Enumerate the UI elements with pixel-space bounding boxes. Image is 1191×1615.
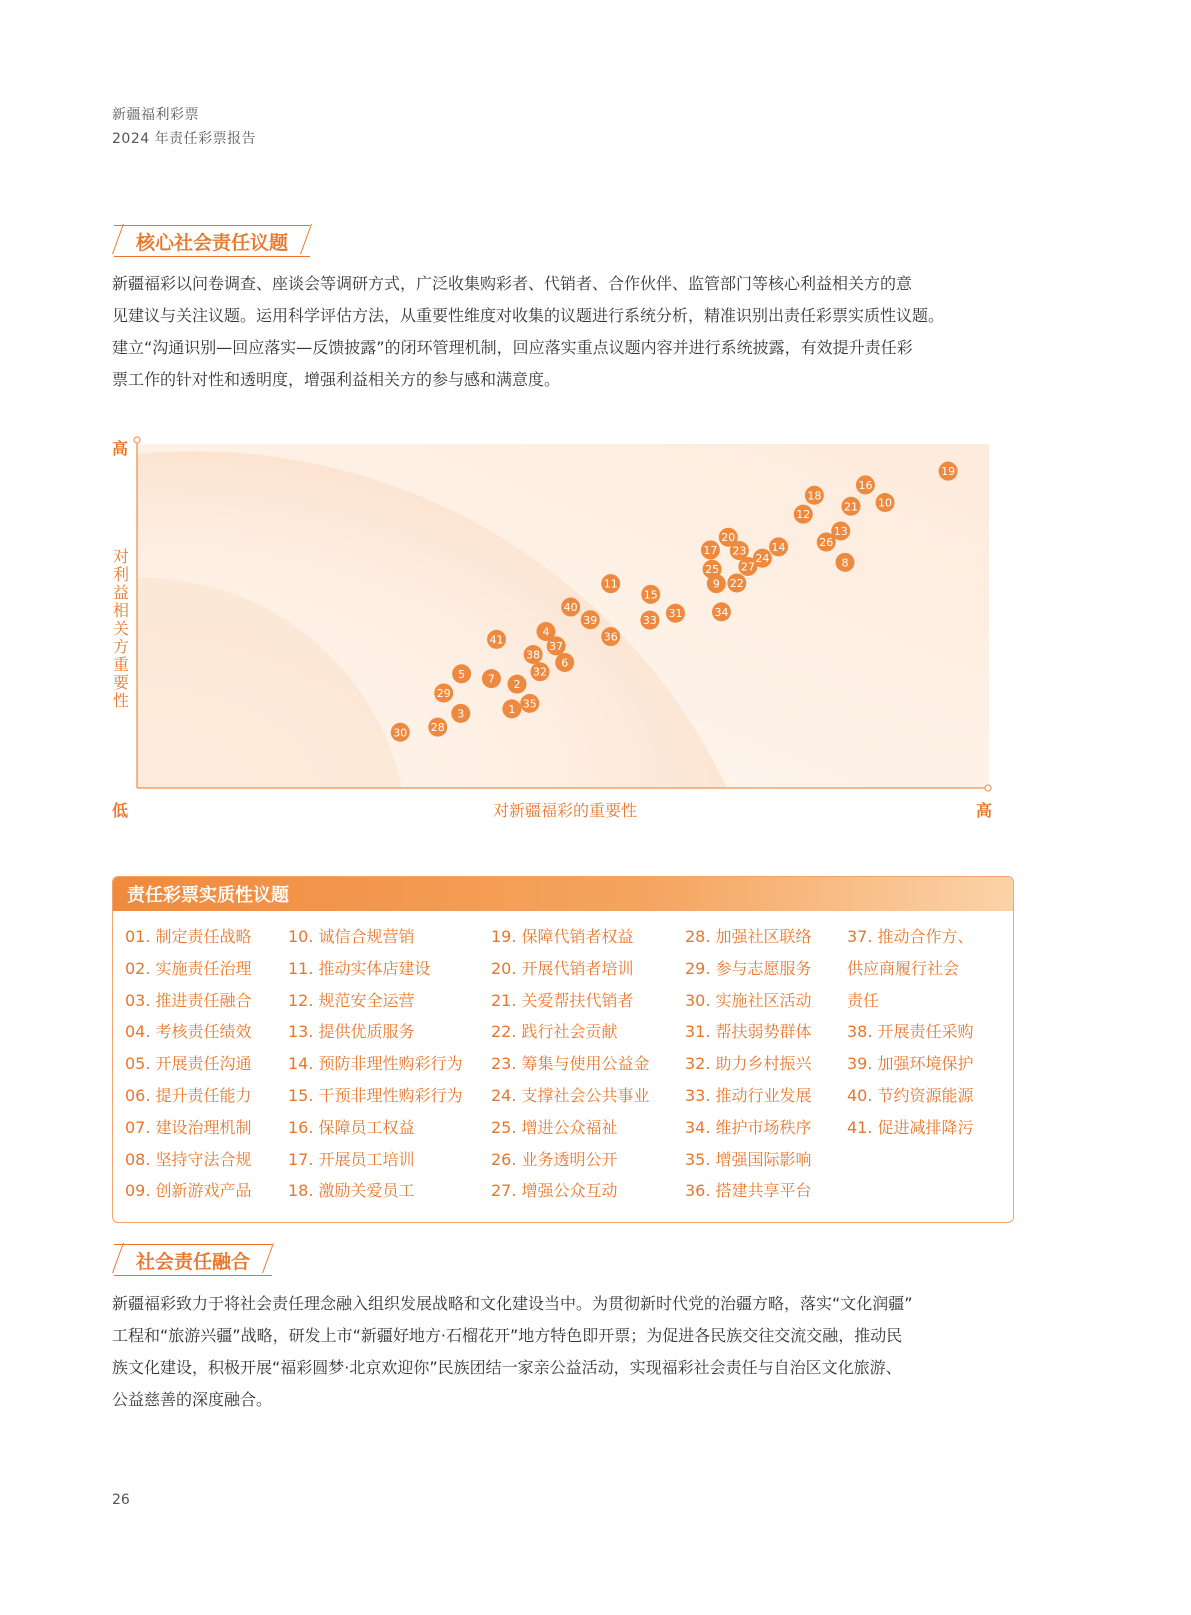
issue-item: 25. 增进公众福祉 (491, 1117, 618, 1137)
issue-item: 13. 提供优质服务 (288, 1022, 415, 1042)
section2-title: 社会责任融合 (114, 1244, 272, 1276)
issue-item: 24. 支撑社会公共事业 (491, 1085, 650, 1105)
point-14 (769, 537, 788, 556)
point-11 (601, 574, 620, 593)
point-label: 10 (878, 496, 893, 510)
issue-item: 34. 维护市场秩序 (685, 1117, 812, 1137)
x-axis-label: 对新疆福彩的重要性 (492, 801, 637, 820)
issues-title: 责任彩票实质性议题 (113, 877, 1013, 911)
point-5 (452, 664, 471, 683)
point-33 (640, 611, 659, 630)
y-axis-label: 对利益相关方重要性 (112, 547, 129, 710)
point-label: 20 (721, 531, 736, 545)
point-label: 37 (549, 639, 564, 653)
section2-line: 族文化建设，积极开展“福彩圆梦·北京欢迎你”民族团结一家亲公益活动，实现福彩社会责任与自治区文化旅游、 (112, 1358, 902, 1377)
point-label: 35 (522, 697, 537, 711)
issue-item: 21. 关爱帮扶代销者 (491, 990, 634, 1010)
point-2 (507, 675, 526, 694)
point-21 (841, 497, 860, 516)
point-label: 8 (841, 556, 849, 570)
point-40 (561, 598, 580, 617)
section1-line: 新疆福彩以问卷调查、座谈会等调研方式，广泛收集购彩者、代销者、合作伙伴、监管部门等核心利益相关方的意 (112, 274, 913, 293)
x-axis-low: 低 (112, 801, 129, 820)
point-30 (391, 723, 410, 742)
point-label: 36 (603, 630, 618, 644)
point-37 (547, 636, 566, 655)
point-label: 22 (729, 576, 744, 590)
point-label: 25 (705, 563, 720, 577)
issues-column-4 (685, 921, 812, 1207)
issue-item: 23. 筹集与使用公益金 (491, 1054, 650, 1074)
point-label: 26 (819, 536, 834, 550)
issue-item: 22. 践行社会贡献 (491, 1022, 618, 1042)
point-label: 28 (430, 721, 445, 735)
point-29 (434, 684, 453, 703)
issue-item: 35. 增强国际影响 (685, 1149, 812, 1169)
point-label: 7 (487, 672, 495, 686)
point-36 (601, 627, 620, 646)
issue-item: 38. 开展责任采购 (847, 1022, 974, 1042)
point-28 (428, 718, 447, 737)
issue-item: 31. 帮扶弱势群体 (685, 1022, 812, 1042)
point-18 (805, 486, 824, 505)
issue-item: 12. 规范安全运营 (288, 990, 415, 1010)
point-label: 41 (489, 633, 504, 647)
point-label: 14 (771, 540, 786, 554)
issue-item: 27. 增强公众互动 (491, 1181, 618, 1201)
issue-item: 04. 考核责任绩效 (125, 1022, 252, 1042)
issue-item: 20. 开展代销者培训 (491, 958, 634, 978)
issue-item: 16. 保障员工权益 (288, 1117, 415, 1137)
section1-line: 票工作的针对性和透明度，增强利益相关方的参与感和满意度。 (112, 370, 561, 389)
point-label: 2 (513, 678, 521, 692)
issue-item: 14. 预防非理性购彩行为 (288, 1054, 463, 1074)
issue-item: 10. 诚信合规营销 (288, 927, 415, 946)
point-label: 17 (703, 543, 718, 557)
point-25 (703, 560, 722, 579)
point-label: 21 (843, 500, 858, 514)
issues-column-5 (847, 921, 974, 1144)
issues-column-1 (125, 921, 252, 1207)
point-label: 23 (732, 544, 747, 558)
point-label: 19 (941, 465, 956, 479)
point-label: 40 (563, 601, 578, 615)
issue-item: 07. 建设治理机制 (125, 1117, 252, 1137)
point-3 (451, 704, 470, 723)
issue-item: 03. 推进责任融合 (125, 990, 252, 1010)
point-6 (555, 653, 574, 672)
issue-item: 29. 参与志愿服务 (685, 958, 812, 978)
issues-column-3 (491, 921, 650, 1207)
point-label: 6 (561, 656, 569, 670)
issue-item: 17. 开展员工培训 (288, 1149, 415, 1169)
point-38 (524, 645, 543, 664)
issues-column-2 (288, 921, 463, 1207)
issue-item: 15. 干预非理性购彩行为 (288, 1085, 463, 1105)
section1-paragraph (112, 268, 1017, 396)
point-label: 9 (712, 577, 720, 591)
point-39 (581, 610, 600, 629)
issue-item: 08. 坚持守法合规 (125, 1149, 252, 1169)
x-axis-high: 高 (976, 801, 993, 820)
point-19 (939, 462, 958, 481)
issue-item: 28. 加强社区联络 (685, 927, 812, 946)
materiality-matrix-chart (105, 436, 1025, 836)
point-26 (817, 533, 836, 552)
issue-item: 37. 推动合作方、 (847, 927, 974, 946)
point-label: 1 (508, 702, 516, 716)
issue-item: 40. 节约资源能源 (847, 1085, 974, 1105)
point-17 (701, 540, 720, 559)
point-12 (794, 505, 813, 524)
issue-item: 32. 助力乡村振兴 (685, 1054, 812, 1074)
point-15 (641, 585, 660, 604)
issue-item: 41. 促进减排降污 (847, 1117, 974, 1137)
point-label: 33 (642, 614, 657, 628)
point-label: 13 (833, 525, 848, 539)
section1-title: 核心社会责任议题 (114, 225, 310, 257)
point-label: 18 (807, 489, 822, 503)
point-10 (876, 493, 895, 512)
header-report: 2024 年责任彩票报告 (112, 131, 257, 147)
point-8 (836, 553, 855, 572)
point-label: 32 (532, 665, 547, 679)
point-27 (738, 557, 757, 576)
point-label: 38 (526, 648, 541, 662)
section1-line: 建立“沟通识别—回应落实—反馈披露”的闭环管理机制，回应落实重点议题内容并进行系统披露，有效提升责任彩 (112, 338, 913, 357)
point-label: 5 (458, 667, 466, 681)
section2-line: 工程和“旅游兴疆”战略，研发上市“新疆好地方·石榴花开”地方特色即开票；为促进各民族交往交流交融，推动民 (112, 1326, 903, 1345)
issue-item: 39. 加强环境保护 (847, 1054, 974, 1074)
point-22 (727, 573, 746, 592)
point-31 (666, 604, 685, 623)
section2-paragraph (112, 1288, 1017, 1416)
issue-item: 36. 搭建共享平台 (685, 1181, 812, 1201)
section1-title-box (114, 224, 310, 258)
point-label: 12 (796, 508, 811, 522)
point-41 (487, 630, 506, 649)
point-32 (530, 662, 549, 681)
point-label: 24 (755, 552, 770, 566)
issue-item: 33. 推动行业发展 (685, 1085, 812, 1105)
point-label: 30 (393, 726, 408, 740)
point-label: 16 (858, 478, 873, 492)
point-7 (482, 669, 501, 688)
issue-item: 供应商履行社会 (847, 958, 960, 978)
issue-item: 30. 实施社区活动 (685, 990, 812, 1010)
issues-panel (112, 876, 1014, 1223)
x-axis-end (985, 785, 991, 791)
issue-item: 01. 制定责任战略 (125, 927, 252, 946)
header-org: 新疆福利彩票 (112, 107, 199, 123)
issue-item: 责任 (847, 990, 880, 1010)
issue-item: 06. 提升责任能力 (125, 1085, 252, 1105)
section2-title-box (114, 1243, 272, 1277)
point-label: 3 (457, 707, 465, 721)
section1-line: 见建议与关注议题。运用科学评估方法，从重要性维度对收集的议题进行系统分析，精准识别出责任彩票实质性议题。 (112, 306, 945, 325)
issue-item: 05. 开展责任沟通 (125, 1054, 252, 1074)
issue-item: 11. 推动实体店建设 (288, 958, 431, 978)
point-label: 39 (583, 613, 598, 627)
section2-line: 新疆福彩致力于将社会责任理念融入组织发展战略和文化建设当中。为贯彻新时代党的治疆方略，落实“文化润疆” (112, 1294, 913, 1313)
point-35 (520, 694, 539, 713)
y-axis-high: 高 (112, 439, 129, 458)
issue-item: 09. 创新游戏产品 (125, 1181, 252, 1201)
point-1 (502, 699, 521, 718)
issue-item: 18. 激励关爱员工 (288, 1181, 415, 1201)
point-label: 34 (714, 605, 729, 619)
issue-item: 19. 保障代销者权益 (491, 927, 634, 946)
page-number: 26 (112, 1492, 130, 1508)
y-axis-end (134, 437, 140, 443)
point-label: 29 (436, 687, 451, 701)
point-label: 15 (643, 588, 658, 602)
point-34 (712, 602, 731, 621)
point-label: 31 (668, 607, 683, 621)
issue-item: 26. 业务透明公开 (491, 1149, 618, 1169)
point-16 (856, 475, 875, 494)
section2-line: 公益慈善的深度融合。 (112, 1390, 273, 1409)
issues-grid (113, 911, 1013, 1211)
point-label: 27 (740, 560, 755, 574)
issue-item: 02. 实施责任治理 (125, 958, 252, 978)
point-label: 4 (542, 625, 550, 639)
point-label: 11 (603, 577, 618, 591)
